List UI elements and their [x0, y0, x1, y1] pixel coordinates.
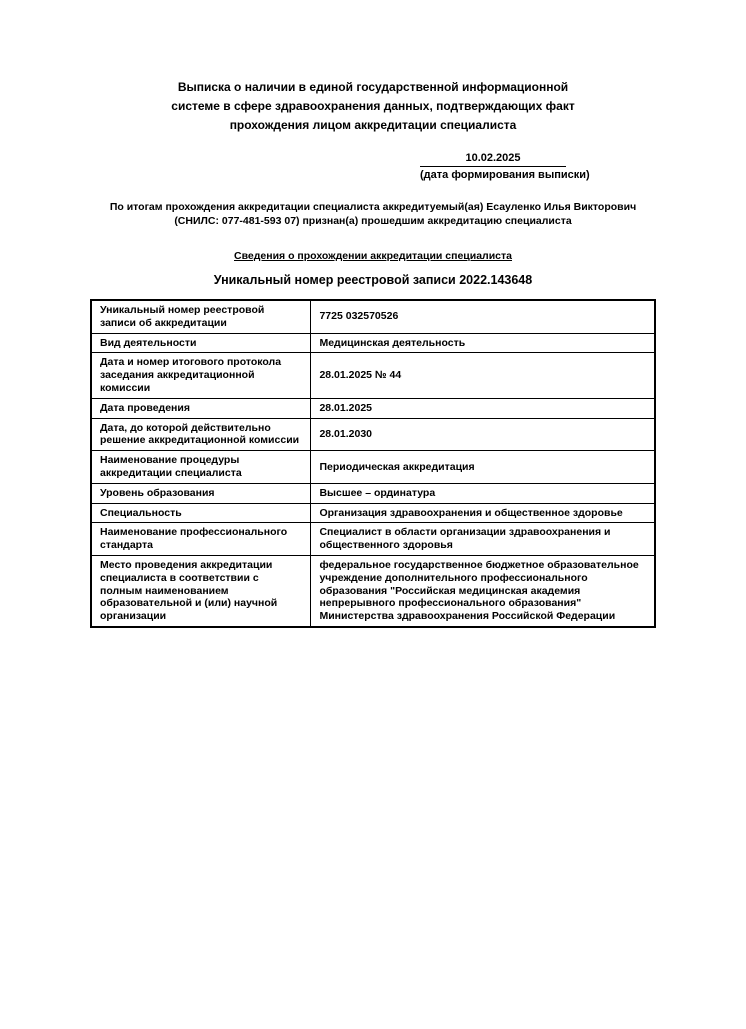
- document-title-line-1: Выписка о наличии в единой государственной информационной: [177, 80, 569, 94]
- row-label: Дата, до которой действительно решение аккредитационной комиссии: [91, 418, 311, 451]
- row-label: Специальность: [91, 503, 311, 523]
- table-row: [91, 300, 655, 333]
- extract-date: 10.02.2025: [420, 152, 566, 167]
- row-label: Вид деятельности: [91, 333, 311, 353]
- row-label: Дата и номер итогового протокола заседания аккредитационной комиссии: [91, 353, 311, 398]
- row-label: Наименование профессионального стандарта: [91, 523, 311, 556]
- row-label: Уровень образования: [91, 483, 311, 503]
- table-row: [91, 398, 655, 418]
- table-row: [91, 555, 655, 626]
- row-value: 28.01.2025: [311, 398, 655, 418]
- section-heading: Сведения о прохождении аккредитации специалиста: [234, 250, 512, 262]
- row-value: Периодическая аккредитация: [311, 451, 655, 484]
- document-title-line-2: системе в сфере здравоохранения данных, подтверждающих факт: [171, 99, 575, 113]
- extract-date-caption: (дата формирования выписки): [420, 169, 590, 181]
- registry-number-heading: Уникальный номер реестровой записи 2022.143648: [213, 273, 533, 287]
- row-value: Специалист в области организации здравоохранения и общественного здоровья: [311, 523, 655, 556]
- document-title: [138, 78, 608, 135]
- row-value: федеральное государственное бюджетное образовательное учреждение дополнительного профессионального образования "Российская медицинская академия непрерывного профессионального образования" Министерства здравоохранения Российской Федерации: [311, 555, 655, 626]
- row-value: 28.01.2025 № 44: [311, 353, 655, 398]
- row-value: Высшее – ординатура: [311, 483, 655, 503]
- table-row: [91, 353, 655, 398]
- row-value: 7725 032570526: [311, 300, 655, 333]
- table-row: [91, 333, 655, 353]
- row-value: 28.01.2030: [311, 418, 655, 451]
- row-label: Уникальный номер реестровой записи об аккредитации: [91, 300, 311, 333]
- row-label: Наименование процедуры аккредитации специалиста: [91, 451, 311, 484]
- table-row: [91, 483, 655, 503]
- row-label: Место проведения аккредитации специалиста в соответствии с полным наименованием образовательной и (или) научной организации: [91, 555, 311, 626]
- intro-paragraph: По итогам прохождения аккредитации специалиста аккредитуемый(ая) Есауленко Илья Викторович (СНИЛС: 077-481-593 07) признан(а) прошедшим аккредитацию специалиста: [109, 201, 637, 227]
- table-row: [91, 523, 655, 556]
- table-row: [91, 503, 655, 523]
- table-row: [91, 451, 655, 484]
- table-row: [91, 418, 655, 451]
- accreditation-table: [90, 299, 656, 628]
- row-value: Организация здравоохранения и общественное здоровье: [311, 503, 655, 523]
- extract-date-block: [420, 152, 590, 181]
- row-label: Дата проведения: [91, 398, 311, 418]
- document-title-line-3: прохождения лицом аккредитации специалиста: [229, 118, 517, 132]
- row-value: Медицинская деятельность: [311, 333, 655, 353]
